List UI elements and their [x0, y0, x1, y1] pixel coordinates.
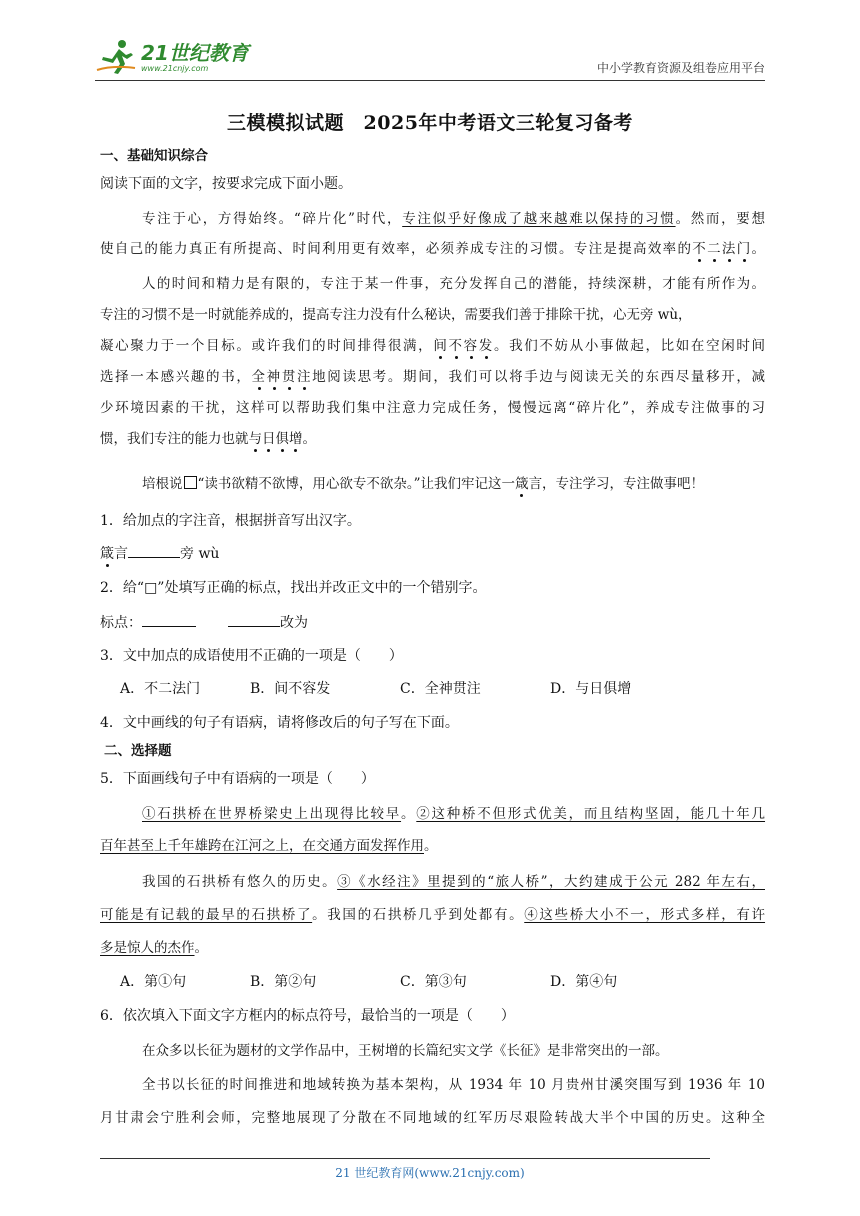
dotted-char: 全 — [251, 369, 267, 385]
underlined-sentence: 多是惊人的杰作 — [100, 940, 195, 956]
dotted-char: 法 — [721, 241, 737, 257]
dotted-char: 容 — [463, 338, 479, 354]
dotted-char: 不 — [448, 338, 464, 354]
question-6: 6．依次填入下面文字方框内的标点符号，最恰当的一项是（ ） — [100, 1008, 515, 1024]
option-a[interactable]: A．第①句 — [120, 974, 187, 990]
dotted-char: 增 — [289, 431, 303, 447]
dotted-char: 箴 — [100, 546, 114, 562]
option-c[interactable]: C．第③句 — [400, 974, 467, 990]
page-header — [95, 36, 765, 81]
page-title: 三模模拟试题 2025年中考语文三轮复习备考 — [227, 112, 633, 134]
question-5: 5．下面画线句子中有语病的一项是（ ） — [100, 771, 375, 787]
question-4: 4．文中画线的句子有语病，请将修改后的句子写在下面。 — [100, 715, 459, 731]
passage-line: 专注于心，方得始终。“碎片化”时代，专注似乎好像成了越来越难以保持的习惯。然而，要想 — [142, 211, 765, 227]
passage-line: 全书以长征的时间推进和地域转换为基本架构，从 1934 年 10 月贵州甘溪突围写到 1936 年 10 — [142, 1077, 765, 1093]
underlined-sentence: 百年甚至上千年雄跨在江河之上，在交通方面发挥作用 — [100, 838, 424, 854]
section-heading-1: 一、基础知识综合 — [100, 148, 208, 164]
answer-line: 箴言 旁 wù — [100, 543, 765, 564]
dotted-char: 门 — [736, 241, 752, 257]
platform-name: 中小学教育资源及组卷应用平台 — [596, 61, 765, 75]
runner-logo-icon — [95, 37, 137, 77]
dotted-char: 注 — [296, 369, 313, 385]
section-heading-2: 二、选择题 — [104, 743, 172, 759]
question-3: 3．文中加点的成语使用不正确的一项是（ ） — [100, 648, 403, 664]
passage-line: 多是惊人的杰作。 — [100, 940, 208, 956]
site-logo[interactable] — [95, 36, 249, 78]
passage-line: ①石拱桥在世界桥梁史上出现得比较早。②这种桥不但形式优美，而且结构坚固，能几十年几 — [142, 806, 766, 822]
underlined-sentence: ②这种桥不但形式优美，而且结构坚固，能几十年几 — [416, 806, 766, 822]
underlined-sentence: ①石拱桥在世界桥梁史上出现得比较早 — [142, 806, 402, 822]
passage-line: 选择一本感兴趣的书，全神贯注地阅读思考。期间，我们可以将手边与阅读无关的东西尽量移开，减 — [100, 369, 766, 385]
option-c[interactable]: C．全神贯注 — [400, 681, 481, 697]
options-row — [120, 679, 785, 699]
answer-blank[interactable] — [128, 543, 180, 558]
footer-link[interactable]: 21 世纪教育网(www.21cnjy.com) — [335, 1166, 525, 1180]
passage-line: 月甘肃会宁胜利会师，完整地展现了分散在不同地域的红军历尽艰险转战大半个中国的历史。这种全 — [100, 1110, 765, 1126]
passage-line: 人的时间和精力是有限的，专注于某一件事，充分发挥自己的潜能，持续深耕，才能有所作为。 — [142, 276, 765, 292]
dotted-char: 不 — [692, 241, 708, 257]
passage-line: 少环境因素的干扰，这样可以帮助我们集中注意力完成任务，慢慢远离“碎片化”，养成专注做事的习 — [100, 400, 765, 416]
option-b[interactable]: B．第②句 — [250, 974, 317, 990]
dotted-char: 神 — [266, 369, 282, 385]
question-1: 1．给加点的字注音，根据拼音写出汉字。 — [100, 513, 361, 529]
dotted-char: 间 — [433, 338, 449, 354]
dotted-char: 俱 — [275, 431, 289, 447]
dotted-char: 箴 — [515, 476, 529, 492]
question-2: 2．给“□”处填写正确的标点，找出并改正文中的一个错别字。 — [100, 580, 487, 596]
blank-box[interactable] — [184, 476, 197, 489]
passage-line: 在众多以长征为题材的文学作品中，王树增的长篇纪实文学《长征》是非常突出的一部。 — [142, 1043, 669, 1059]
dotted-idiom — [692, 241, 751, 257]
passage-line: 可能是有记载的最早的石拱桥了。我国的石拱桥几乎到处都有。④这些桥大小不一，形式多样，有许 — [100, 907, 766, 923]
wrong-char-blank[interactable] — [228, 612, 280, 627]
underlined-sentence: 专注似乎好像成了越来越难以保持的习惯 — [402, 211, 676, 227]
dotted-char: 与 — [248, 431, 262, 447]
dotted-idiom — [433, 338, 494, 354]
dotted-char: 二 — [707, 241, 722, 257]
option-a[interactable]: A．不二法门 — [120, 681, 201, 697]
dotted-char: 发 — [478, 338, 494, 354]
passage-line: 惯，我们专注的能力也就与日俱增。 — [100, 431, 316, 447]
underlined-sentence: ④这些桥大小不一，形式多样，有许 — [524, 907, 766, 923]
passage-line: 百年甚至上千年雄跨在江河之上，在交通方面发挥作用。 — [100, 838, 438, 854]
passage-line: 凝心聚力于一个目标。或许我们的时间排得很满，间不容发。我们不妨从小事做起，比如在空闲时间 — [100, 338, 766, 354]
passage-line: 专注的习惯不是一时就能养成的，提高专注力没有什么秘诀，需要我们善于排除干扰，心无旁 wù， — [100, 307, 692, 323]
passage-line: 使自己的能力真正有所提高、时间利用更有效率，必须养成专注的习惯。专注是提高效率的不二法门。 — [100, 241, 766, 257]
logo-url: www.21cnjy.com — [141, 63, 209, 73]
option-b[interactable]: B．间不容发 — [250, 681, 331, 697]
dotted-idiom — [252, 369, 313, 385]
underlined-sentence: ③《水经注》里提到的“旅人桥”，大约建成于公元 282 年左右， — [337, 874, 765, 890]
dotted-char: 日 — [262, 431, 276, 447]
logo-title: 21世纪教育 — [141, 40, 249, 65]
dotted-idiom — [249, 431, 303, 447]
options-row — [120, 972, 785, 992]
section-intro: 阅读下面的文字，按要求完成下面小题。 — [100, 176, 352, 192]
dotted-char: 贯 — [281, 369, 297, 385]
punctuation-blank[interactable] — [142, 612, 196, 627]
option-d[interactable]: D．第④句 — [550, 974, 618, 990]
option-d[interactable]: D．与日俱增 — [550, 681, 632, 697]
answer-line: 标点： 改为 — [100, 612, 765, 633]
passage-line: 培根说 “读书欲精不欲博，用心欲专不欲杂。”让我们牢记这一箴言，专注学习，专注做事吧！ — [142, 476, 705, 492]
footer-divider — [100, 1158, 710, 1159]
underlined-sentence: 可能是有记载的最早的石拱桥了 — [100, 907, 313, 923]
passage-line: 我国的石拱桥有悠久的历史。③《水经注》里提到的“旅人桥”，大约建成于公元 282 年左右， — [142, 874, 765, 890]
